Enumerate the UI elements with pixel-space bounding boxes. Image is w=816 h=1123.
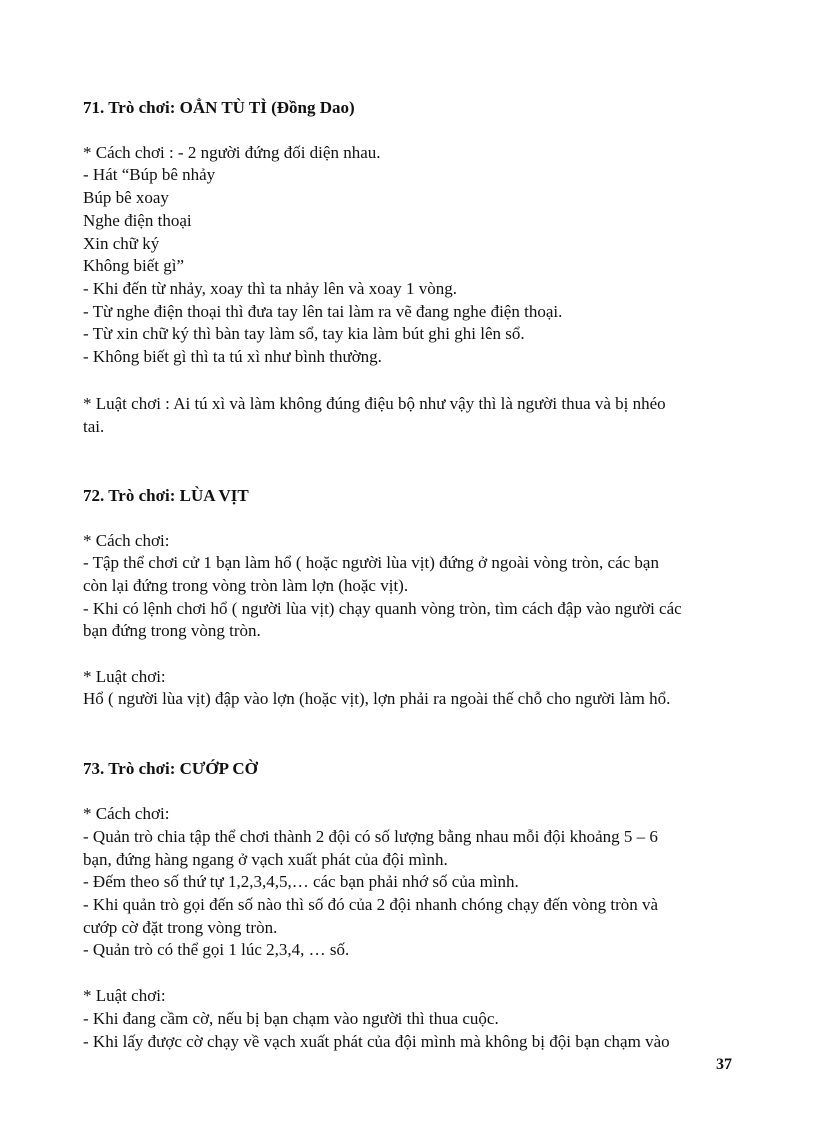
section-72-line: bạn đứng trong vòng tròn. — [83, 621, 261, 640]
section-71-title: 71. Trò chơi: OẲN TÙ TÌ (Đồng Dao) — [83, 98, 355, 117]
section-72-rule: * Luật chơi: — [83, 667, 166, 686]
section-71-line: * Cách chơi : - 2 người đứng đối diện nhau. — [83, 143, 381, 162]
section-71-line: Búp bê xoay — [83, 188, 169, 207]
page-number: 37 — [716, 1056, 732, 1073]
document-page — [83, 0, 763, 1123]
section-73-line: * Cách chơi: — [83, 804, 170, 823]
section-73-line: cướp cờ đặt trong vòng tròn. — [83, 918, 278, 937]
section-71-line: Không biết gì” — [83, 256, 185, 275]
section-71-line: - Khi đến từ nhảy, xoay thì ta nhảy lên và xoay 1 vòng. — [83, 279, 457, 298]
section-72-line: * Cách chơi: — [83, 531, 170, 550]
section-72-line: còn lại đứng trong vòng tròn làm lợn (hoặc vịt). — [83, 576, 409, 595]
section-73-line: - Quản trò chia tập thể chơi thành 2 đội có số lượng bằng nhau mỗi đội khoảng 5 – 6 — [83, 827, 658, 846]
section-73-rule: - Khi lấy được cờ chạy về vạch xuất phát của đội mình mà không bị đội bạn chạm vào — [83, 1032, 670, 1051]
section-72-line: - Khi có lệnh chơi hổ ( người lùa vịt) chạy quanh vòng tròn, tìm cách đập vào người các — [83, 599, 682, 618]
section-71-line: - Hát “Búp bê nhảy — [83, 165, 216, 184]
section-71-rule: * Luật chơi : Ai tú xì và làm không đúng điệu bộ như vậy thì là người thua và bị nhéo — [83, 394, 666, 413]
section-71-line: - Từ xin chữ ký thì bàn tay làm sổ, tay kia làm bút ghi ghi lên sổ. — [83, 324, 525, 343]
section-72-line: - Tập thể chơi cử 1 bạn làm hổ ( hoặc người lùa vịt) đứng ở ngoài vòng tròn, các bạn — [83, 553, 659, 572]
section-73-line: - Đếm theo số thứ tự 1,2,3,4,5,… các bạn phải nhớ số của mình. — [83, 872, 519, 891]
section-71-line: - Từ nghe điện thoại thì đưa tay lên tai làm ra vẽ đang nghe điện thoại. — [83, 302, 563, 321]
section-73-line: bạn, đứng hàng ngang ở vạch xuất phát của đội mình. — [83, 850, 448, 869]
section-71-line: Nghe điện thoại — [83, 211, 192, 230]
section-73-rule: - Khi đang cầm cờ, nếu bị bạn chạm vào người thì thua cuộc. — [83, 1009, 499, 1028]
section-73-rule: * Luật chơi: — [83, 986, 166, 1005]
section-72-title: 72. Trò chơi: LÙA VỊT — [83, 486, 249, 505]
section-72-rule: Hổ ( người lùa vịt) đập vào lợn (hoặc vịt), lợn phải ra ngoài thế chỗ cho người làm hổ. — [83, 689, 671, 708]
section-71-line: - Không biết gì thì ta tú xì như bình thường. — [83, 347, 382, 366]
section-73-line: - Quản trò có thể gọi 1 lúc 2,3,4, … số. — [83, 940, 350, 959]
section-71-line: Xin chữ ký — [83, 234, 160, 253]
section-73-line: - Khi quản trò gọi đến số nào thì số đó của 2 đội nhanh chóng chạy đến vòng tròn và — [83, 895, 659, 914]
section-71-rule: tai. — [83, 417, 105, 436]
section-73-title: 73. Trò chơi: CƯỚP CỜ — [83, 759, 258, 778]
